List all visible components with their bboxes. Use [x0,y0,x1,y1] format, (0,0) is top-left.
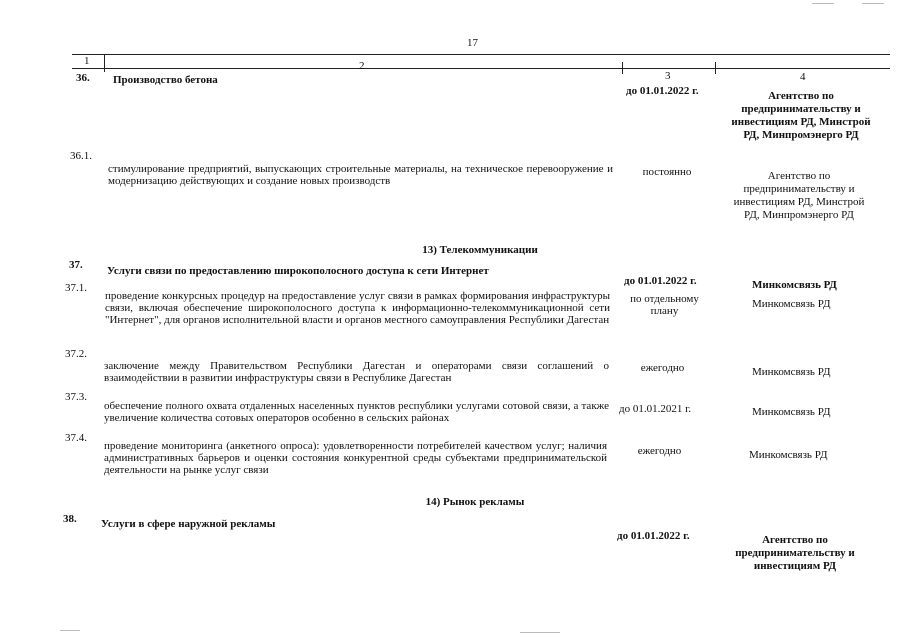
row-term: по отдельному плану [630,293,699,317]
row-term: до 01.01.2021 г. [619,403,692,415]
row-number: 37. [69,259,83,271]
header-bottom-rule [72,68,890,69]
row-title: Производство бетона [113,74,218,86]
row-number: 37.1. [65,282,87,294]
column-number-2: 2 [359,60,365,72]
row-executor: Минкомсвязь РД [749,449,828,461]
row-term: до 01.01.2022 г. [617,530,690,542]
row-term: ежегодно [637,445,682,457]
row-term: до 01.01.2022 г. [626,85,699,97]
row-text: заключение между Правительством Республики Дагестан и операторами связи соглашений о взаимодействии в развитии инфраструктуры связи в Республике Дагестан [104,360,609,384]
column-number-4: 4 [800,71,806,83]
row-title: Услуги связи по предоставлению широкополосного доступа к сети Интернет [107,265,489,277]
row-number: 36.1. [70,150,92,162]
scan-mark [60,630,80,631]
row-executor: Агентство по предпринимательству и инвестициям РД [735,534,855,572]
row-number: 37.4. [65,432,87,444]
section-heading: 14) Рынок рекламы [425,496,525,508]
row-executor: Минкомсвязь РД [752,279,837,291]
row-executor: Минкомсвязь РД [752,298,831,310]
row-executor: Минкомсвязь РД [752,366,831,378]
page-number: 17 [467,37,478,49]
row-executor: Агентство по предпринимательству и инвестициям РД, Минстрой РД, Минпромэнерго РД [733,170,865,221]
scan-mark [520,632,560,633]
scan-mark [812,3,834,4]
row-number: 36. [76,72,90,84]
row-text: проведение мониторинга (анкетного опроса): удовлетворенности потребителей качеством услуг; наличия административных барьеров и оценки состояния конкурентной среды субъектами предпринимательской деятельности на рынке услуг связи [104,440,607,476]
scan-mark [862,3,884,4]
header-top-rule [72,54,890,55]
row-text: проведение конкурсных процедур на предоставление услуг связи в рамках формирования инфраструктуры связи, включая обеспечение широкополосного доступа к информационно-телекоммуникационной сети "Интернет", для органов исполнительной власти и органов местного самоуправления Республики Дагестан [105,290,610,326]
row-number: 37.2. [65,348,87,360]
row-number: 37.3. [65,391,87,403]
row-text: стимулирование предприятий, выпускающих строительные материалы, на техническое перевооружение и модернизацию действующих и создание новых производств [108,163,613,187]
row-title: Услуги в сфере наружной рекламы [101,518,276,530]
row-number: 38. [63,513,77,525]
section-heading: 13) Телекоммуникации [422,244,538,256]
column-divider [104,54,105,72]
row-executor: Агентство по предпринимательству и инвестициям РД, Минстрой РД, Минпромэнерго РД [731,90,871,141]
column-divider [715,62,716,74]
column-number-3: 3 [665,70,671,82]
row-text: обеспечение полного охвата отдаленных населенных пунктов республики услугами сотовой связи, а также увеличение количества сотовых операторов особенно в сельских районах [104,400,609,424]
row-executor: Минкомсвязь РД [752,406,831,418]
column-number-1: 1 [84,55,90,67]
row-term: до 01.01.2022 г. [624,275,697,287]
column-divider [622,62,623,74]
row-term: ежегодно [640,362,685,374]
row-term: постоянно [642,166,692,178]
